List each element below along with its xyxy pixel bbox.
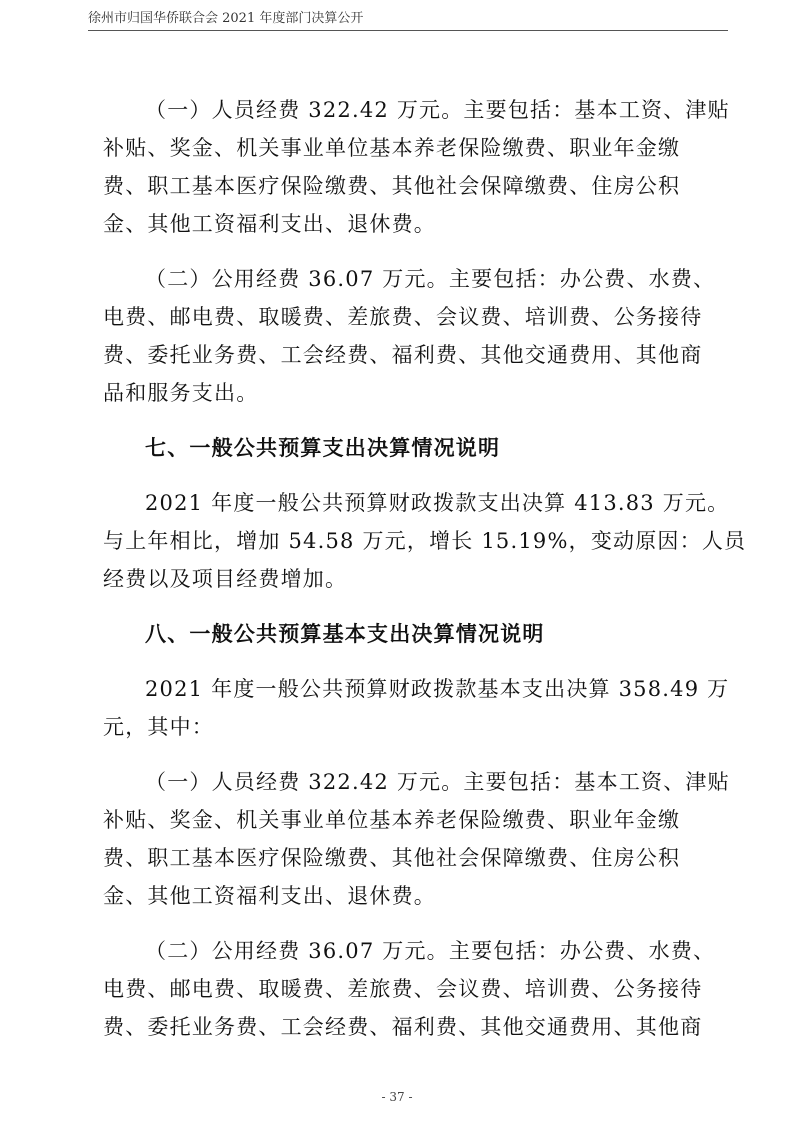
paragraph-gap (103, 243, 693, 260)
heading-text: 七、一般公共预算支出决算情况说明 (145, 435, 501, 460)
text-line: 费、委托业务费、工会经费、福利费、其他交通费用、其他商 (103, 343, 703, 367)
section-heading (103, 615, 693, 653)
text-line: 2021 年度一般公共预算财政拨款基本支出决算 358.49 万 (145, 677, 730, 701)
page-header-title: 徐州市归国华侨联合会 2021 年度部门决算公开 (88, 11, 364, 26)
paragraph (103, 91, 730, 243)
paragraph (103, 763, 730, 915)
text-line: 电费、邮电费、取暖费、差旅费、会议费、培训费、公务接待 (103, 305, 703, 329)
paragraph (103, 932, 716, 1046)
paragraph (103, 484, 747, 598)
document-body (103, 91, 747, 1046)
text-line: 费、委托业务费、工会经费、福利费、其他交通费用、其他商 (103, 1015, 703, 1039)
paragraph-gap (103, 746, 693, 763)
text-line: 电费、邮电费、取暖费、差旅费、会议费、培训费、公务接待 (103, 977, 703, 1001)
text-line: 与上年相比，增加 54.58 万元，增长 15.19%，变动原因：人员 (103, 529, 747, 553)
text-line: （一）人员经费 322.42 万元。主要包括：基本工资、津贴 (145, 770, 730, 794)
text-line: 费、职工基本医疗保险缴费、其他社会保障缴费、住房公积 (103, 174, 681, 198)
text-line: 经费以及项目经费增加。 (103, 567, 348, 591)
page-number: - 37 - (381, 1090, 413, 1104)
paragraph-gap (103, 653, 693, 670)
text-line: 品和服务支出。 (103, 381, 259, 405)
text-line: 补贴、奖金、机关事业单位基本养老保险缴费、职业年金缴 (103, 808, 681, 832)
text-line: （一）人员经费 322.42 万元。主要包括：基本工资、津贴 (145, 98, 730, 122)
text-line: 费、职工基本医疗保险缴费、其他社会保障缴费、住房公积 (103, 846, 681, 870)
section-heading (103, 429, 693, 467)
paragraph (103, 670, 730, 746)
text-line: 2021 年度一般公共预算财政拨款支出决算 413.83 万元。 (145, 491, 730, 515)
text-line: 金、其他工资福利支出、退休费。 (103, 212, 436, 236)
text-line: 元，其中： (103, 715, 214, 739)
text-line: 金、其他工资福利支出、退休费。 (103, 884, 436, 908)
header-divider (88, 30, 728, 31)
paragraph-gap (103, 598, 693, 615)
paragraph-gap (103, 467, 693, 484)
text-line: （二）公用经费 36.07 万元。主要包括：办公费、水费、 (145, 267, 716, 291)
paragraph-gap (103, 412, 693, 429)
text-line: （二）公用经费 36.07 万元。主要包括：办公费、水费、 (145, 939, 716, 963)
paragraph-gap (103, 915, 693, 932)
paragraph (103, 260, 716, 412)
heading-text: 八、一般公共预算基本支出决算情况说明 (145, 621, 545, 646)
text-line: 补贴、奖金、机关事业单位基本养老保险缴费、职业年金缴 (103, 136, 681, 160)
